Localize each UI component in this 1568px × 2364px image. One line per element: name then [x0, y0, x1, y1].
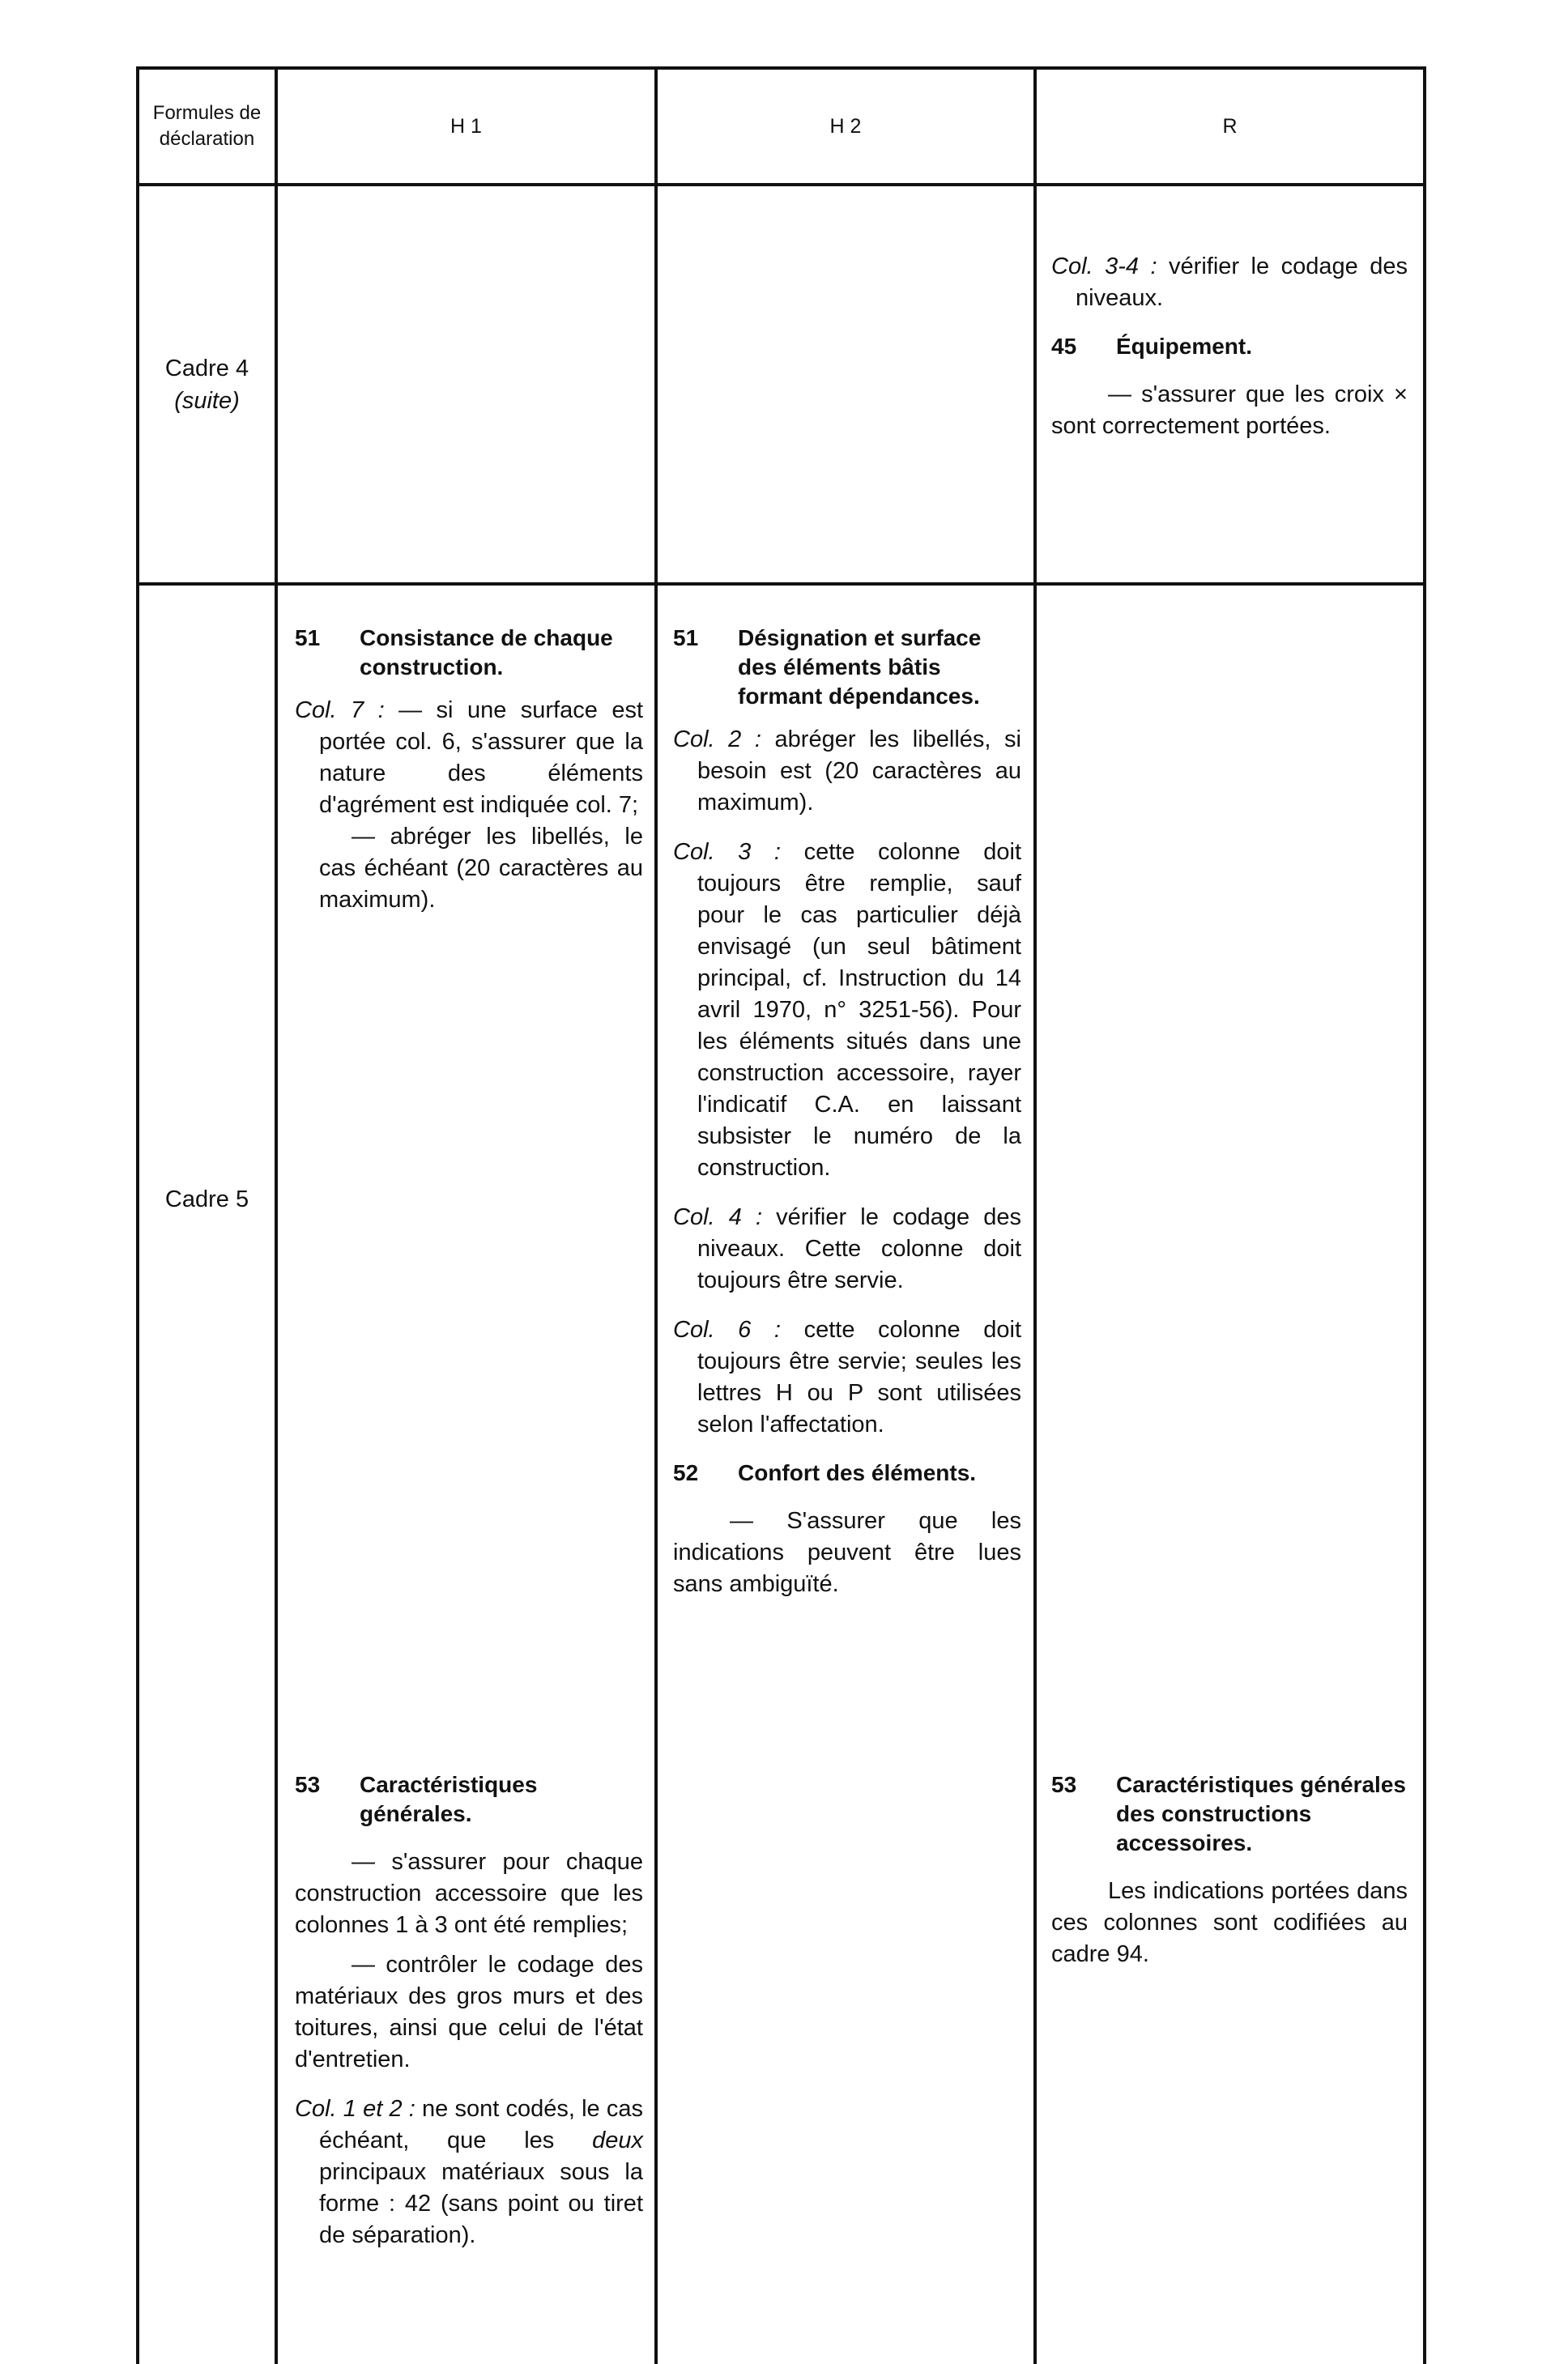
- emphasis-text: deux: [592, 2128, 643, 2153]
- note-text: — contrôler le codage des matériaux des gros murs et des toitures, ainsi que celui de l'état d'entretien.: [295, 1952, 643, 2072]
- header-h1: [278, 70, 654, 183]
- col-1-2-note: [295, 2094, 643, 2251]
- col-label: Col. 7 :: [295, 697, 385, 723]
- row-label-cadre-5: [139, 586, 275, 1812]
- section-title: Caractéristiques générales.: [360, 1772, 538, 1826]
- col-label: Col. 4 :: [673, 1204, 763, 1230]
- col-7-note: [295, 695, 643, 821]
- section-heading-51: [295, 624, 643, 682]
- row2-h1-cell-top: [295, 624, 643, 916]
- col-label: Col. 3 :: [673, 839, 781, 865]
- section-title: Consistance de chaque construction.: [360, 625, 613, 679]
- header-h1-text: H 1: [450, 114, 482, 138]
- row2-h1-cell-bottom: [295, 1770, 643, 2251]
- section-number: 45: [1051, 334, 1077, 359]
- note-text: — s'assurer que les croix × sont correctement portées.: [1051, 381, 1408, 439]
- header-h2-text: H 2: [829, 114, 862, 138]
- header-formules-text: Formules de déclaration: [152, 102, 262, 150]
- note-text: — s'assurer pour chaque construction accessoire que les colonnes 1 à 3 ont été remplies;: [295, 1849, 643, 1938]
- col-3-4-note: [1051, 251, 1408, 314]
- col-label: Col. 3-4 :: [1051, 253, 1157, 279]
- col-3-note: [673, 837, 1021, 1184]
- section-number: 51: [673, 625, 699, 650]
- table-border-right: [1423, 66, 1426, 2364]
- col-label: Col. 1 et 2 :: [295, 2096, 415, 2122]
- column-divider-3: [1033, 66, 1037, 2364]
- section-title: Équipement.: [1116, 334, 1253, 359]
- section-number: 52: [673, 1460, 699, 1485]
- column-divider-1: [275, 66, 278, 2364]
- note-text: vérifier le codage des niveaux. Cette colonne doit toujours être servie.: [697, 1204, 1021, 1293]
- note-text: — si une surface est portée col. 6, s'assurer que la nature des éléments d'agrément est indiquée col. 7;: [319, 697, 644, 818]
- row-label-suffix: (suite): [174, 387, 240, 414]
- col-label: Col. 6 :: [673, 1317, 781, 1343]
- section-number: 51: [295, 625, 321, 650]
- section-heading-52: [673, 1459, 1021, 1488]
- note-text: cette colonne doit toujours être servie; seules les lettres H ou P sont utilisées selon l'affectation.: [697, 1317, 1021, 1438]
- note-text: ne sont codés, le cas échéant, que les: [319, 2096, 643, 2153]
- section-heading-53: [295, 1770, 643, 1829]
- header-r-text: R: [1222, 114, 1238, 138]
- col-6-note: [673, 1314, 1021, 1441]
- section-heading-53-r: [1051, 1770, 1408, 1858]
- note-text: vérifier le codage des niveaux.: [1076, 253, 1408, 311]
- row-label-text: Cadre 5: [164, 1186, 249, 1212]
- col-4-note: [673, 1202, 1021, 1297]
- column-divider-2: [654, 66, 658, 2364]
- section-number: 53: [1051, 1772, 1077, 1797]
- note-text: cette colonne doit toujours être remplie, sauf pour le cas particulier déjà envisagé (un seul bâtiment principal, cf. Instruction du 14 avril 1970, n° 3251-56). Pour les éléments situés dans une construction accessoire, rayer l'indicatif C.A. en laissant subsister le numéro de la construction.: [697, 839, 1021, 1181]
- section-heading-45: [1051, 332, 1408, 361]
- note-text: abréger les libellés, si besoin est (20 caractères au maximum).: [697, 726, 1022, 816]
- note-text: principaux matériaux sous la forme : 42 (sans point ou tiret de séparation).: [319, 2159, 643, 2248]
- col-2-note: [673, 724, 1021, 819]
- section-heading-51-h2: [673, 624, 1021, 711]
- row2-r-cell: [1051, 1770, 1408, 1970]
- header-r: [1037, 70, 1423, 183]
- instruction-table: [136, 66, 1426, 2364]
- col-label: Col. 2 :: [673, 726, 761, 752]
- row-label-text: Cadre 4: [164, 355, 249, 381]
- row-divider: [136, 582, 1426, 586]
- section-title: Désignation et surface des éléments bâtis formant dépendances.: [738, 625, 982, 709]
- header-formules: [139, 70, 275, 183]
- row1-r-cell: [1051, 251, 1408, 442]
- section-number: 53: [295, 1772, 321, 1797]
- note-text: — abréger les libellés, le cas échéant (20 caractères au maximum).: [319, 824, 643, 913]
- row-label-cadre-4: [139, 186, 275, 582]
- section-title: Confort des éléments.: [738, 1460, 977, 1485]
- header-h2: [658, 70, 1033, 183]
- header-divider: [136, 183, 1426, 186]
- row2-h2-cell: [673, 624, 1021, 1600]
- note-text: Les indications portées dans ces colonnes sont codifiées au cadre 94.: [1051, 1878, 1408, 1967]
- section-title: Caractéristiques générales des constructions accessoires.: [1116, 1772, 1406, 1855]
- note-text: — S'assurer que les indications peuvent être lues sans ambiguïté.: [673, 1508, 1021, 1597]
